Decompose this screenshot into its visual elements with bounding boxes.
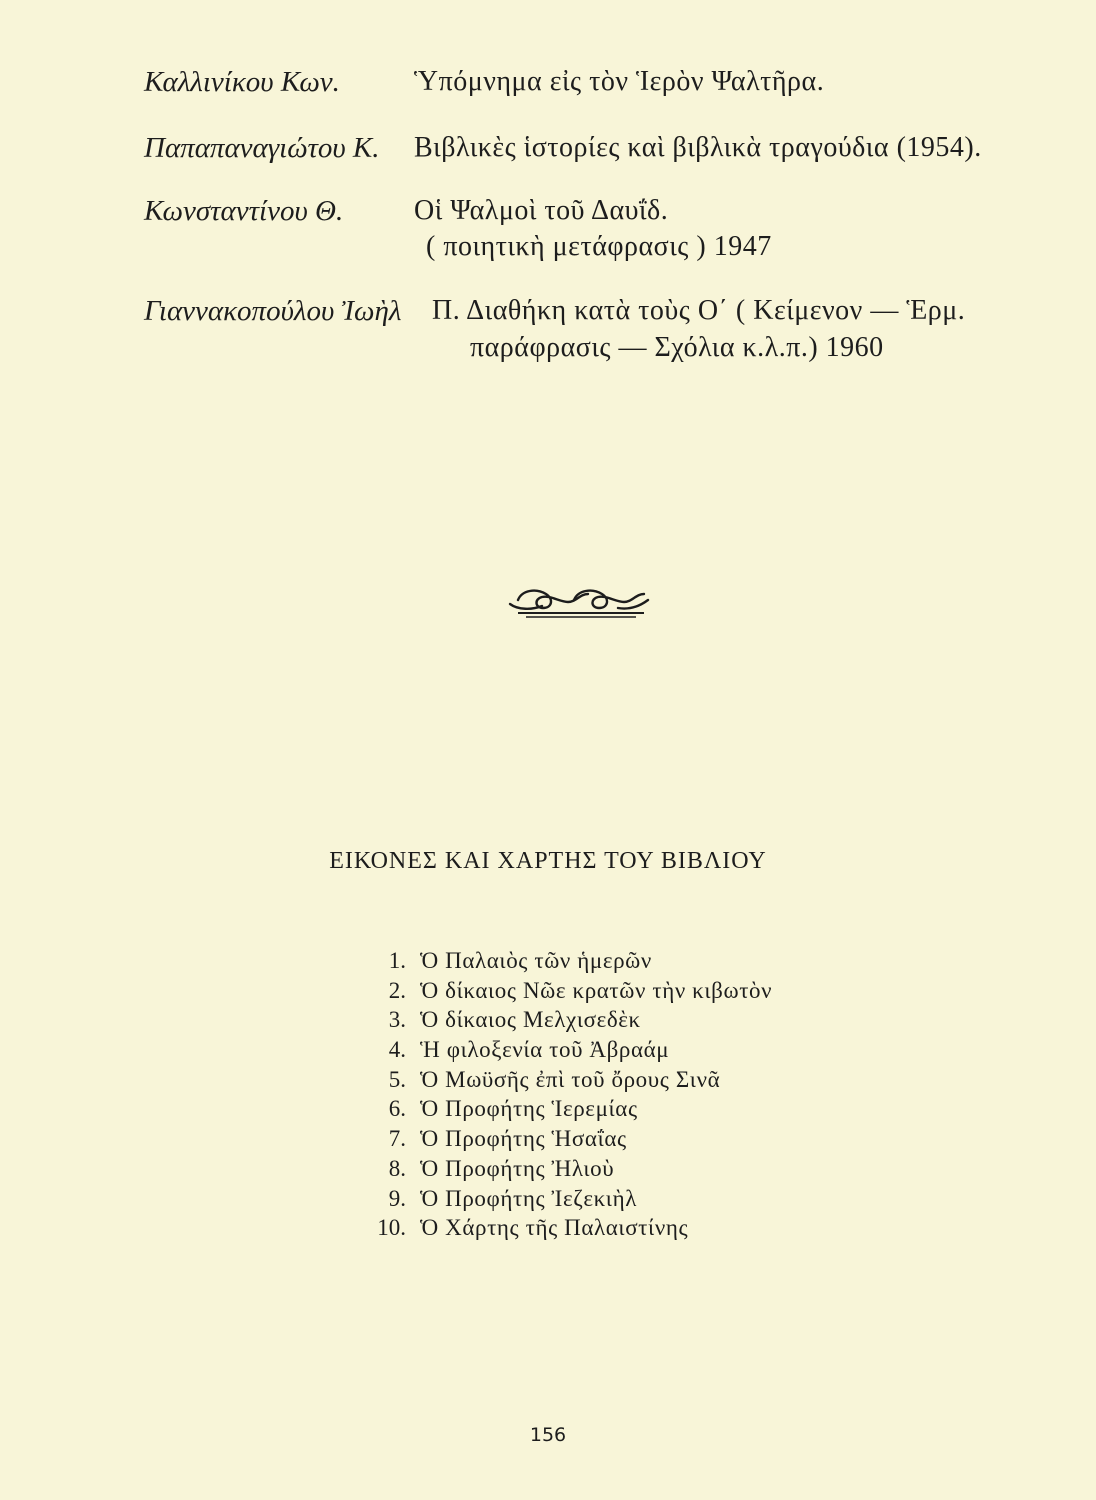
figure-list [360, 946, 772, 1243]
entry-author: Καλλινίκου Κων. [144, 66, 340, 98]
figure-number: 5. [388, 1066, 406, 1092]
ornament-icon [498, 580, 664, 620]
figure-number: 9. [388, 1185, 406, 1211]
figure-number: 4. [388, 1037, 406, 1063]
figure-caption: Ὁ δίκαιος Μελχισεδὲκ [420, 1007, 641, 1033]
list-item [360, 1213, 772, 1243]
entry-author: Γιαννακοπούλου Ἰωὴλ [144, 295, 402, 327]
entry-title: Π. Διαθήκη κατὰ τοὺς Ο΄ ( Κείμενον — Ἑρμ. [432, 295, 966, 326]
figure-number: 10. [377, 1215, 406, 1241]
page-number: 156 [529, 1424, 567, 1446]
figure-caption: Ὁ Χάρτης τῆς Παλαιστίνης [420, 1215, 689, 1241]
list-item [360, 1184, 772, 1214]
figure-number: 3. [388, 1007, 406, 1033]
list-item [360, 946, 772, 976]
section-title: ΕΙΚΟΝΕΣ ΚΑΙ ΧΑΡΤΗΣ ΤΟΥ ΒΙΒΛΙΟΥ [329, 848, 767, 874]
figure-caption: Ὁ Προφήτης Ἰεζεκιὴλ [420, 1185, 637, 1211]
list-item [360, 1035, 772, 1065]
figure-caption: Ὁ δίκαιος Νῶε κρατῶν τὴν κιβωτὸν [420, 977, 773, 1003]
entry-title: Ὑπόμνημα εἰς τὸν Ἱερὸν Ψαλτῆρα. [414, 66, 825, 97]
figure-number: 7. [388, 1126, 406, 1152]
list-item [360, 1005, 772, 1035]
entry-author: Παπαπαναγιώτου Κ. [144, 132, 380, 164]
figure-caption: Ὁ Παλαιὸς τῶν ἡμερῶν [420, 948, 652, 973]
list-item [360, 1124, 772, 1154]
list-item [360, 976, 772, 1006]
entry-title-line-2: παράφρασις — Σχόλια κ.λ.π.) 1960 [470, 332, 884, 363]
entry-author: Κωνσταντίνου Θ. [144, 195, 344, 227]
list-item [360, 1154, 772, 1184]
figure-caption: Ὁ Μωϋσῆς ἐπὶ τοῦ ὄρους Σινᾶ [420, 1066, 721, 1092]
figure-number: 1. [388, 948, 406, 973]
entry-title-line-2: ( ποιητικὴ μετάφρασις ) 1947 [426, 231, 772, 262]
figure-number: 6. [388, 1096, 406, 1122]
figure-caption: Ἡ φιλοξενία τοῦ Ἀβραάμ [420, 1037, 670, 1063]
figure-caption: Ὁ Προφήτης Ἡσαΐας [420, 1126, 627, 1152]
entry-title: Βιβλικὲς ἱστορίες καὶ βιβλικὰ τραγούδια (1954). [414, 132, 982, 163]
figure-caption: Ὁ Προφήτης Ἱερεμίας [420, 1096, 638, 1122]
entry-title: Οἱ Ψαλμοὶ τοῦ Δαυΐδ. [414, 195, 669, 226]
figure-number: 8. [388, 1155, 406, 1181]
list-item [360, 1094, 772, 1124]
figure-number: 2. [388, 977, 406, 1003]
list-item [360, 1065, 772, 1095]
figure-caption: Ὁ Προφήτης Ἠλιοὺ [420, 1155, 615, 1181]
